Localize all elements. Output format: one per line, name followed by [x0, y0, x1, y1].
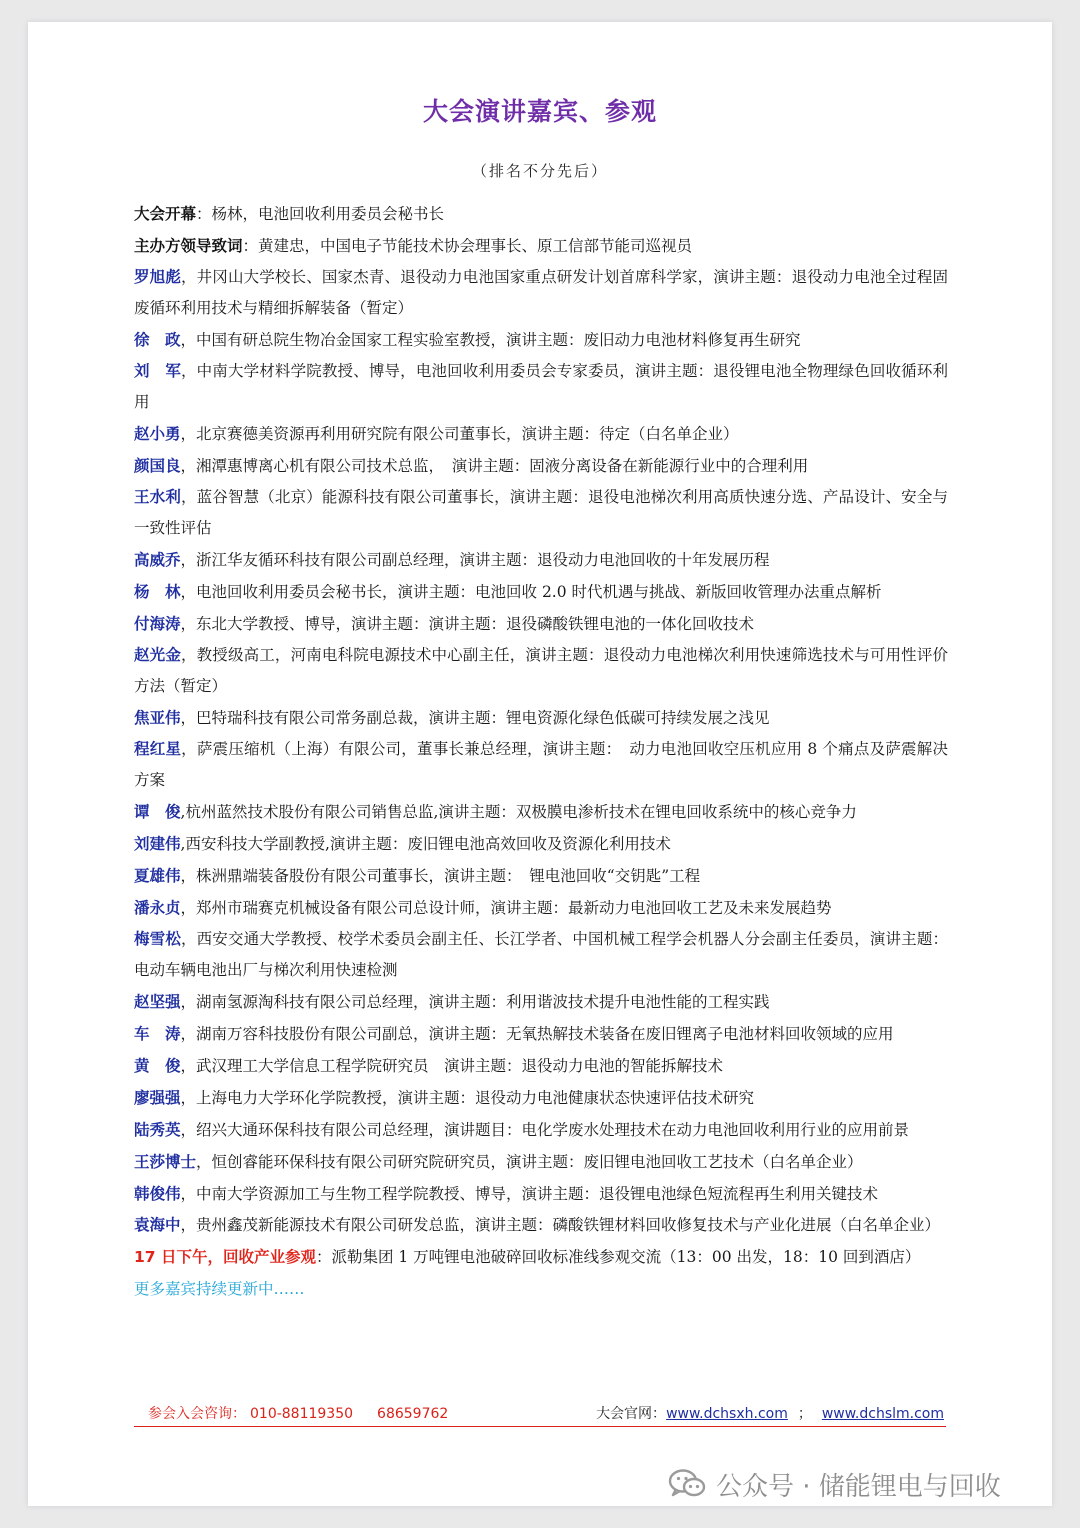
- entry-text: ，武汉理工大学信息工程学院研究员 演讲主题：退役动力电池的智能拆解技术: [180, 1057, 724, 1075]
- entry-text: ，教授级高工，河南电科院电源技术中心副主任，演讲主题：退役动力电池梯次利用快速筛选技术与可用性评价方法（暂定）: [134, 646, 948, 695]
- list-item: [134, 324, 948, 356]
- entry-name: 陆秀英: [134, 1121, 181, 1139]
- entry-text: ，中南大学资源加工与生物工程学院教授、博导，演讲主题：退役锂电池绿色短流程再生利用关键技术: [180, 1185, 879, 1203]
- page-subtitle: （排名不分先后）: [471, 162, 608, 180]
- entry-text: ，湖南氢源淘科技有限公司总经理，演讲主题：利用谐波技术提升电池性能的工程实践: [180, 993, 770, 1011]
- list-item: [134, 608, 948, 640]
- list-item: [134, 734, 948, 796]
- entry-text: ，中南大学材料学院教授、博导，电池回收利用委员会专家委员，演讲主题：退役锂电池全物理绿色回收循环利用: [134, 362, 948, 411]
- list-item: [134, 640, 948, 702]
- more-speakers-note: 更多嘉宾持续更新中……: [134, 1280, 305, 1298]
- entry-text: ，郑州市瑞赛克机械设备有限公司总设计师，演讲主题：最新动力电池回收工艺及未来发展趋势: [180, 899, 832, 917]
- entry-name: 夏雄伟: [134, 867, 181, 885]
- entry-text: ：黄建忠，中国电子节能技术协会理事长、原工信部节能司巡视员: [242, 237, 693, 255]
- entry-name: 赵小勇: [134, 425, 181, 443]
- entry-text: ，湖南万容科技股份有限公司副总，演讲主题：无氧热解技术装备在废旧锂离子电池材料回收领域的应用: [180, 1025, 894, 1043]
- visit-text: ：派勒集团 1 万吨锂电池破碎回收标准线参观交流（13：00 出发，18：10 回到酒店）: [315, 1248, 921, 1266]
- list-item: [134, 1018, 948, 1050]
- list-item: [134, 702, 948, 734]
- list-item: [134, 828, 948, 860]
- entry-name: 赵光金: [134, 646, 181, 664]
- contact-label: 参会入会咨询：: [148, 1406, 246, 1422]
- list-item: [134, 924, 948, 986]
- list-item: [134, 1082, 948, 1114]
- entry-text: ，上海电力大学环化学院教授，演讲主题：退役动力电池健康状态快速评估技术研究: [180, 1089, 755, 1107]
- entry-name: 付海涛: [134, 615, 181, 633]
- website-separator: ；: [797, 1406, 812, 1422]
- wechat-watermark: [668, 1462, 1001, 1506]
- list-item: [134, 1050, 948, 1082]
- list-item: [134, 576, 948, 608]
- list-item: [134, 1146, 948, 1178]
- entry-name: 赵坚强: [134, 993, 181, 1011]
- list-item: [134, 1210, 948, 1241]
- entry-name: 颜国良: [134, 457, 181, 475]
- entry-name: 潘永贞: [134, 899, 181, 917]
- entry-name: 刘建伟: [134, 835, 181, 853]
- list-item: [134, 230, 948, 262]
- wechat-icon: [668, 1468, 706, 1500]
- list-item: [134, 860, 948, 892]
- entry-name: 谭 俊: [134, 803, 181, 821]
- list-item: [134, 892, 948, 924]
- entry-text: ，中国有研总院生物冶金国家工程实验室教授，演讲主题：废旧动力电池材料修复再生研究: [180, 331, 801, 349]
- phone-number-1[interactable]: 010-88119350: [250, 1406, 354, 1422]
- visit-item: [134, 1241, 948, 1273]
- list-item: [134, 544, 948, 576]
- entry-name: 廖强强: [134, 1089, 181, 1107]
- entry-text: ，蓝谷智慧（北京）能源科技有限公司董事长，演讲主题：退役电池梯次利用高质快速分选、产品设计、安全与一致性评估: [134, 488, 948, 537]
- entry-text: ，北京赛德美资源再利用研究院有限公司董事长，演讲主题：待定（白名单企业）: [180, 425, 739, 443]
- entry-name: 王莎博士: [134, 1153, 197, 1171]
- website-link-1[interactable]: www.dchsxh.com: [666, 1406, 788, 1422]
- page-title: 大会演讲嘉宾、参观: [422, 97, 657, 126]
- phone-number-2[interactable]: 68659762: [377, 1406, 449, 1422]
- entry-name: 主办方领导致词: [134, 237, 243, 255]
- entry-text: ,杭州蓝然技术股份有限公司销售总监,演讲主题：双极膜电渗析技术在锂电回收系统中的核心竞争力: [180, 803, 857, 821]
- entry-name: 车 涛: [134, 1025, 181, 1043]
- entry-name: 徐 政: [134, 331, 181, 349]
- entry-text: ，井冈山大学校长、国家杰青、退役动力电池国家重点研发计划首席科学家，演讲主题：退役动力电池全过程固废循环利用技术与精细拆解装备（暂定）: [134, 268, 948, 317]
- list-item: [134, 450, 948, 482]
- entry-name: 大会开幕: [134, 205, 197, 223]
- entry-text: ，恒创睿能环保科技有限公司研究院研究员，演讲主题：废旧锂电池回收工艺技术（白名单企业）: [196, 1153, 863, 1171]
- list-item: [134, 482, 948, 544]
- visit-label: 17 日下午，回收产业参观: [134, 1248, 316, 1266]
- website-label: 大会官网：: [596, 1406, 667, 1422]
- entry-name: 黄 俊: [134, 1057, 181, 1075]
- entry-text: ，萨震压缩机（上海）有限公司，董事长兼总经理，演讲主题： 动力电池回收空压机应用 8 个痛点及萨震解决方案: [134, 740, 948, 789]
- entry-text: ，巴特瑞科技有限公司常务副总裁，演讲主题：锂电资源化绿色低碳可持续发展之浅见: [180, 709, 770, 727]
- entry-name: 焦亚伟: [134, 709, 181, 727]
- list-item: [134, 796, 948, 828]
- entry-name: 高威乔: [134, 551, 181, 569]
- entry-name: 程红星: [134, 740, 182, 758]
- website-link-2[interactable]: www.dchslm.com: [821, 1406, 944, 1422]
- entry-text: ，绍兴大通环保科技有限公司总经理，演讲题目：电化学废水处理技术在动力电池回收利用行业的应用前景: [180, 1121, 910, 1139]
- list-item: [134, 418, 948, 450]
- entry-name: 梅雪松: [134, 930, 181, 948]
- list-item: [134, 356, 948, 418]
- list-item: [134, 1178, 948, 1210]
- entry-text: ，浙江华友循环科技有限公司副总经理，演讲主题：退役动力电池回收的十年发展历程: [180, 551, 770, 569]
- list-item: [134, 198, 948, 230]
- entry-text: ，东北大学教授、博导，演讲主题：演讲主题：退役磷酸铁锂电池的一体化回收技术: [180, 615, 755, 633]
- entry-text: ，湘潭惠博离心机有限公司技术总监， 演讲主题：固液分离设备在新能源行业中的合理利用: [180, 457, 809, 475]
- entry-text: ，西安交通大学教授、校学术委员会副主任、长江学者、中国机械工程学会机器人分会副主任委员，演讲主题：电动车辆电池出厂与梯次利用快速检测: [134, 930, 948, 979]
- entry-text: ,西安科技大学副教授,演讲主题：废旧锂电池高效回收及资源化利用技术: [180, 835, 671, 853]
- list-item: [134, 262, 948, 324]
- list-item: [134, 986, 948, 1018]
- list-item: [134, 1114, 948, 1146]
- entry-name: 王水利: [134, 488, 181, 506]
- entry-text: ：杨林，电池回收利用委员会秘书长: [196, 205, 445, 223]
- contact-info: [148, 1403, 448, 1423]
- entry-text: ，电池回收利用委员会秘书长，演讲主题：电池回收 2.0 时代机遇与挑战、新版回收管理办法重点解析: [180, 583, 882, 601]
- watermark-text: 公众号 · 储能锂电与回收: [716, 1471, 1001, 1502]
- entry-name: 袁海中: [134, 1216, 181, 1234]
- entry-text: ，贵州鑫茂新能源技术有限公司研发总监，演讲主题：磷酸铁锂材料回收修复技术与产业化进展（白名单企业）: [180, 1216, 941, 1234]
- entry-name: 杨 林: [134, 583, 181, 601]
- entry-name: 罗旭彪: [134, 268, 181, 286]
- entry-name: 刘 军: [134, 362, 181, 380]
- contact-footer: [134, 1402, 946, 1427]
- speaker-list: [134, 198, 948, 1305]
- website-info: [596, 1403, 944, 1423]
- entry-name: 韩俊伟: [134, 1185, 181, 1203]
- entry-text: ，株洲鼎端装备股份有限公司董事长，演讲主题： 锂电池回收“交钥匙”工程: [180, 867, 701, 885]
